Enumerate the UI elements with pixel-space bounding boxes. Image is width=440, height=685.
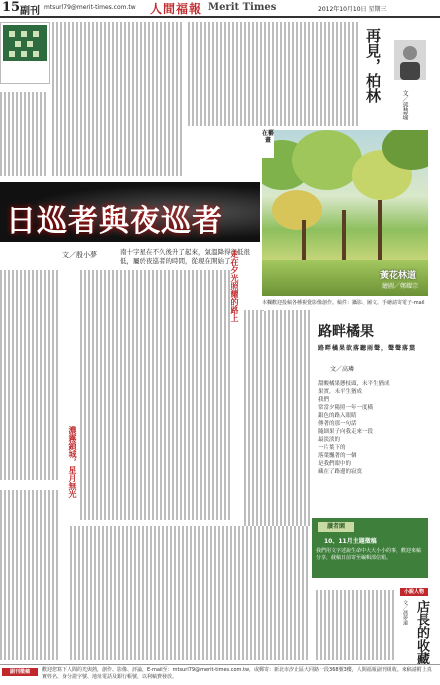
poem-line: 一片葉下的 bbox=[318, 445, 346, 451]
article-text-block bbox=[80, 270, 230, 520]
column-author: 文／郭慧瑜 bbox=[401, 90, 408, 120]
poem-author: 文／高璘 bbox=[330, 366, 355, 373]
poem-title: 路畔橘果 bbox=[318, 324, 374, 340]
poem-line: 隨細果子向我走來一段 bbox=[318, 429, 374, 435]
poem-line: 藏在了路邊的寂寞 bbox=[318, 469, 363, 475]
shop-column-title: 店長的收藏 bbox=[414, 600, 429, 665]
poem-line: 傳著的那一句話 bbox=[318, 421, 357, 427]
newspaper-logo-en: Merit Times bbox=[208, 2, 277, 13]
feature-title: 日巡者與夜巡者 bbox=[6, 204, 223, 239]
article-text-block bbox=[0, 92, 48, 176]
section-name: 副刊 bbox=[20, 6, 40, 17]
poem-line: 果實，未平生猶成 bbox=[318, 389, 363, 395]
poem-line: 我們 bbox=[318, 397, 330, 403]
article-text-block bbox=[70, 526, 310, 660]
shop-column-tag: 小說人物 bbox=[400, 588, 428, 596]
poem-line: 最淡淡的 bbox=[318, 437, 341, 443]
footer-tag: 副刊徵稿 bbox=[2, 668, 38, 676]
poem-line: 是我們眼中的 bbox=[318, 461, 352, 467]
shop-column-author: 文／馮夢遠 bbox=[402, 600, 408, 625]
painting-credit: 繪圖／鄭耀宗 bbox=[382, 283, 419, 290]
article-text-block bbox=[316, 590, 396, 660]
feature-byline: 文／殷小夢 bbox=[62, 251, 97, 259]
newspaper-logo: 人間福報 bbox=[150, 2, 203, 16]
poem-line: 常當夕陽照一年一度橫 bbox=[318, 405, 374, 411]
tree-shape bbox=[292, 130, 362, 190]
notice-tag: 讀者園 bbox=[318, 522, 354, 532]
notice-title: 10、11月主題徵稿 bbox=[324, 538, 377, 545]
feature-intro: 南十字星在不久後升了起來，氣溫降得很低很低，屬於夜巡者的時間，從現在開始了。 bbox=[120, 248, 250, 265]
painting-note: 本欄歡迎投稿各種視覺影像創作。稿件：攝影、圖文、手繪請寄電子-mail bbox=[262, 300, 425, 306]
edge-strip bbox=[428, 18, 440, 138]
feature-subhead: 走在夕光照耀的路上 bbox=[230, 250, 239, 322]
article-text-block bbox=[0, 270, 60, 480]
notice-text: 我們用文字述說生命中大大小小的事，歡迎來稿分享，截稿日前寄至編輯部信箱。 bbox=[316, 548, 422, 561]
article-text-block bbox=[52, 22, 184, 176]
issue-date: 2012年10月10日 星期三 bbox=[318, 6, 387, 13]
cross-pattern-icon bbox=[1, 23, 49, 63]
painting-label: 在藝畫 bbox=[262, 130, 274, 158]
corner-ad-box bbox=[0, 22, 50, 84]
column-text-block bbox=[300, 30, 360, 126]
poem-line: 落葉飄著的一個 bbox=[318, 453, 357, 459]
feature-subhead-2: 濃霧鎖城，星月無光 bbox=[68, 426, 77, 498]
poem-body bbox=[318, 380, 426, 476]
section-email[interactable]: mtsurl79@merit-times.com.tw bbox=[44, 4, 136, 11]
painting-title: 黃花林道 bbox=[380, 271, 417, 281]
column-title: 再見，柏林 bbox=[364, 28, 382, 103]
tree-shape bbox=[272, 190, 322, 230]
article-text-block bbox=[0, 490, 60, 660]
poem-line: 甜酸橘果懸枝頭，未平生猶成 bbox=[318, 381, 390, 387]
author-photo bbox=[394, 40, 426, 80]
poem-line: 銀色的路入眼睛 bbox=[318, 413, 357, 419]
page-number: 15 bbox=[2, 0, 21, 15]
poem-subtitle: 路畔橘果欲落聽雨聲，聲聲落葉 bbox=[318, 345, 417, 352]
text-spacer bbox=[262, 310, 266, 311]
footer-text: 歡迎您寫下人間的光與熱，創作、影像、評論，E-mail至：mtsurl79@merit-times.com.tw，或郵寄：新北市汐止區大同路一段368號3樓，人間福報副刊組收。來稿請附上真實姓名、身分證字號、地址電話及銀行帳號，以利稿費發放。 bbox=[42, 667, 432, 680]
